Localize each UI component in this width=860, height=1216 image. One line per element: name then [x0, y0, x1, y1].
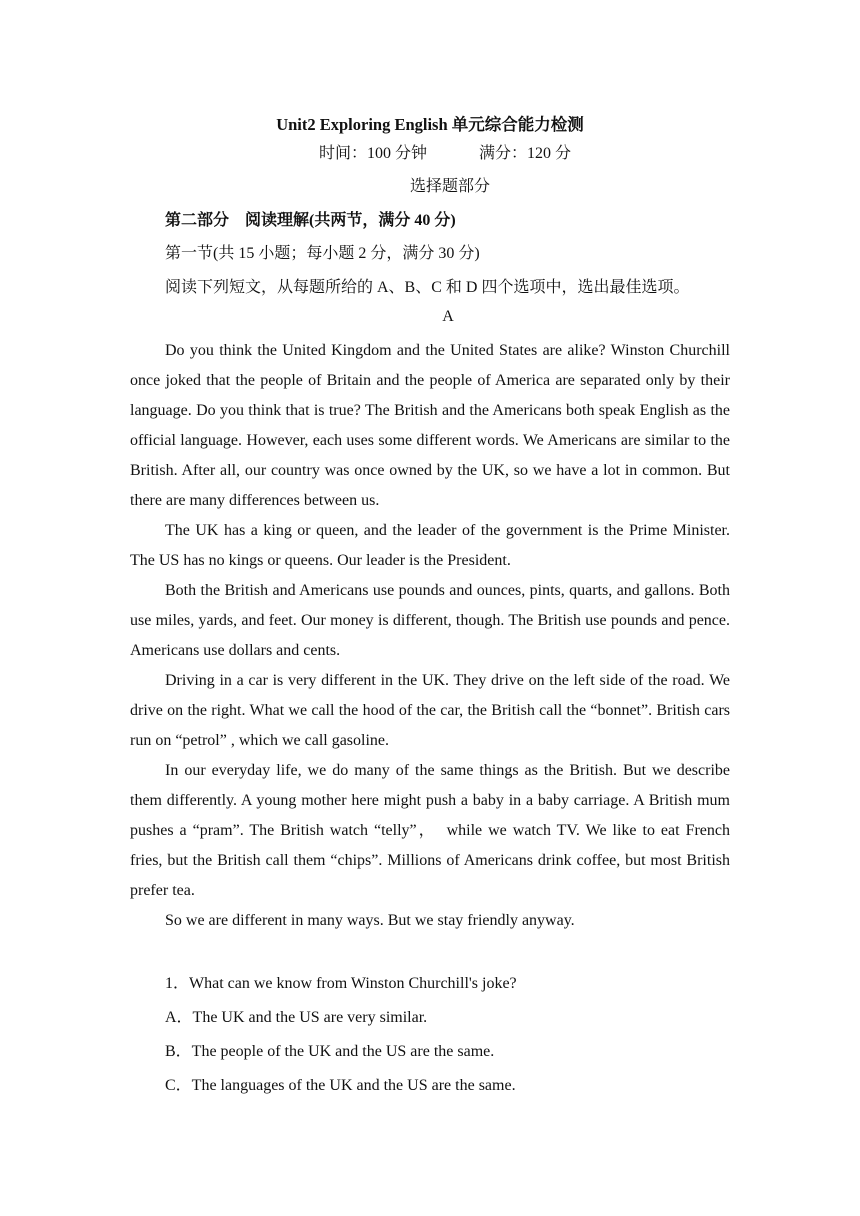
paragraph: So we are different in many ways. But we stay friendly anyway.	[165, 912, 575, 929]
paragraph: In our everyday life, we do many of the same things as the British. But we describe them differently. A young mother here might push a baby in a baby carriage. A British mum pushes a “pram”. The British watch “telly”， while we watch TV. We like to eat French fries, but the British call them “chips”. Millions of Americans drink coffee, but most British prefer tea.	[130, 762, 730, 899]
exam-meta	[0, 140, 860, 163]
paragraph: Driving in a car is very different in the UK. They drive on the left side of the road. We drive on the right. What we call the hood of the car, the British call the “bonnet”. British cars run on “petrol” , which we call gasoline.	[130, 672, 730, 749]
document-title: Unit2 Exploring English 单元综合能力检测	[276, 115, 584, 134]
question-stem: 1．What can we know from Winston Churchill's joke?	[165, 975, 517, 992]
option-c: C．The languages of the UK and the US are the same.	[165, 1077, 516, 1094]
paragraph: Both the British and Americans use pounds and ounces, pints, quarts, and gallons. Both use miles, yards, and feet. Our money is different, though. The British use pounds and pence. Americans use dollars and cents.	[130, 582, 730, 659]
passage-body	[130, 336, 730, 936]
paragraph: Do you think the United Kingdom and the United States are alike? Winston Churchill once joked that the people of Britain and the people of America are separated only by their language. Do you think that is true? The British and the Americans both speak English as the official language. However, each uses some different words. We Americans are similar to the British. After all, our country was once owned by the UK, so we have a lot in common. But there are many differences between us.	[130, 342, 730, 509]
paragraph: The UK has a king or queen, and the leader of the government is the Prime Minister. The US has no kings or queens. Our leader is the President.	[130, 522, 730, 569]
subsection-heading: 第一节(共 15 小题；每小题 2 分，满分 30 分)	[165, 245, 480, 262]
full-score: 满分：120 分	[479, 145, 572, 162]
passage-label: A	[442, 308, 454, 325]
section-label: 选择题部分	[409, 178, 490, 195]
time-limit: 时间：100 分钟	[318, 145, 427, 162]
part-heading: 第二部分 阅读理解(共两节，满分 40 分)	[165, 212, 456, 229]
option-b: B．The people of the UK and the US are the same.	[165, 1043, 495, 1060]
instructions: 阅读下列短文，从每题所给的 A、B、C 和 D 四个选项中，选出最佳选项。	[165, 279, 690, 296]
option-a: A．The UK and the US are very similar.	[165, 1009, 428, 1026]
